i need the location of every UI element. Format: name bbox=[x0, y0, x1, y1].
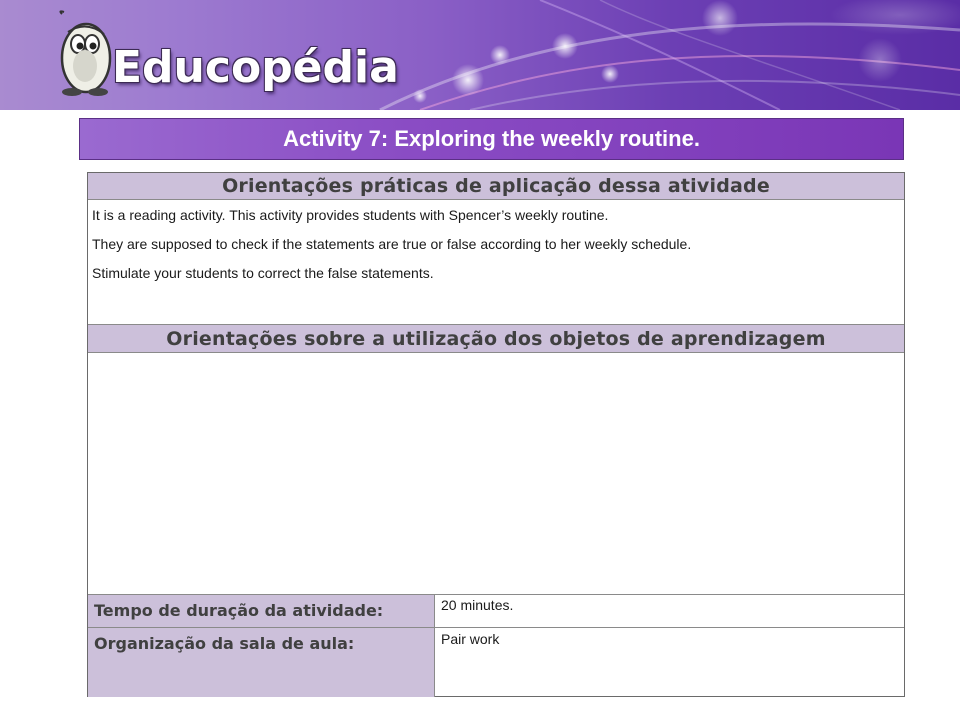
practical-instructions bbox=[92, 205, 900, 292]
logo-wordmark: Educopédia bbox=[112, 42, 399, 93]
instruction-line: Stimulate your students to correct the false statements. bbox=[92, 265, 434, 281]
duration-row bbox=[88, 594, 904, 627]
duration-label: Tempo de duração da atividade: bbox=[88, 595, 435, 627]
section-heading-practical bbox=[88, 173, 904, 200]
duration-value: 20 minutes. bbox=[441, 597, 514, 613]
header-banner bbox=[0, 0, 960, 110]
activity-title: Activity 7: Exploring the weekly routine. bbox=[283, 126, 700, 151]
instruction-line: It is a reading activity. This activity provides students with Spencer’s weekly routine. bbox=[92, 207, 609, 223]
section-heading-practical-text: Orientações práticas de aplicação dessa atividade bbox=[222, 175, 770, 197]
organization-label: Organização da sala de aula: bbox=[88, 628, 435, 697]
section-heading-learning-objects bbox=[88, 324, 904, 353]
instruction-line: They are supposed to check if the statements are true or false according to her weekly schedule. bbox=[92, 236, 692, 252]
organization-value: Pair work bbox=[441, 631, 500, 647]
activity-details-table bbox=[87, 172, 905, 697]
educopedia-logo[interactable] bbox=[52, 8, 399, 100]
activity-title-bar bbox=[79, 118, 904, 160]
section-heading-learning-objects-text: Orientações sobre a utilização dos objetos de aprendizagem bbox=[166, 328, 826, 350]
organization-row bbox=[88, 627, 904, 697]
